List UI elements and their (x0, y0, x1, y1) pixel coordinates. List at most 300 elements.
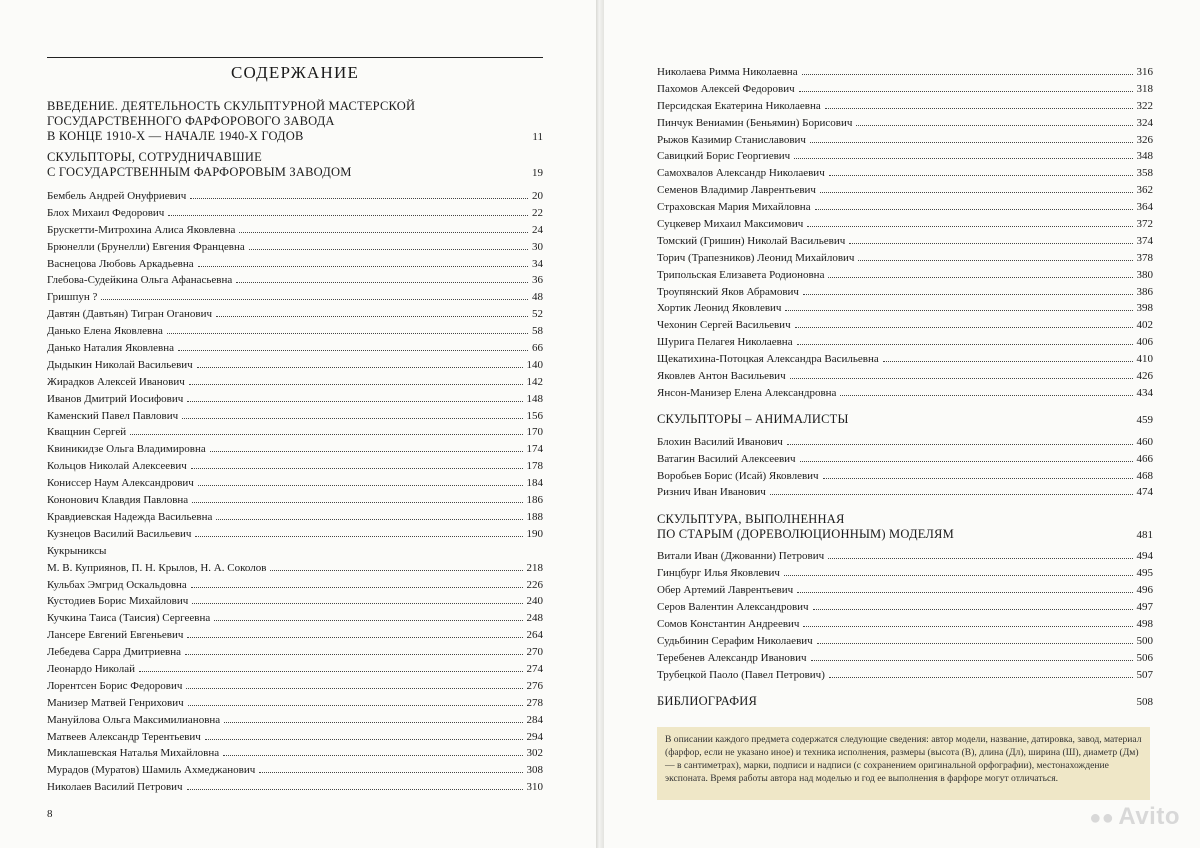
leader-dots (790, 378, 1133, 379)
section-last-row (47, 165, 543, 181)
page-ref: 308 (526, 764, 543, 777)
leader-dots (197, 367, 523, 368)
toc-entry[interactable] (47, 593, 543, 610)
page-ref: 474 (1136, 486, 1153, 499)
leader-dots (223, 755, 522, 756)
page-ref: 19 (532, 167, 543, 179)
leader-dots (797, 592, 1132, 593)
entry-name: Николаев Василий Петрович (47, 781, 183, 794)
toc-entry[interactable] (47, 644, 543, 661)
leader-dots (187, 401, 522, 402)
page-ref: 324 (1136, 116, 1153, 129)
page-ref: 494 (1136, 550, 1153, 563)
leader-dots (182, 418, 522, 419)
toc-entry[interactable] (657, 385, 1153, 402)
leader-dots (840, 395, 1132, 396)
entry-name: Глебова-Судейкина Ольга Афанасьевна (47, 274, 233, 287)
page-ref: 466 (1136, 452, 1153, 465)
leader-dots (239, 232, 528, 233)
leader-dots (187, 789, 523, 790)
toc-entry[interactable] (47, 357, 543, 374)
entry-name: Миклашевская Наталья Михайловна (47, 747, 220, 760)
leader-dots (823, 478, 1133, 479)
entry-name: Ризнич Иван Иванович (657, 486, 766, 499)
leader-dots (799, 91, 1133, 92)
page-ref: 140 (526, 358, 543, 371)
leader-dots (810, 142, 1133, 143)
entry-name: Николаева Римма Николаевна (657, 66, 798, 78)
entry-name: Чехонин Сергей Васильевич (657, 319, 791, 332)
entry-name: Кващнин Сергей (47, 426, 127, 439)
toc-entry[interactable] (47, 526, 543, 543)
entry-name: Кониссер Наум Александрович (47, 477, 194, 490)
leader-dots (210, 451, 523, 452)
toc-entry[interactable] (657, 267, 1153, 284)
title-rule (47, 57, 543, 58)
leader-dots (849, 243, 1132, 244)
page-ref: 248 (526, 612, 543, 625)
entry-name: Самохвалов Александр Николаевич (657, 167, 825, 180)
entry-name: Трипольская Елизавета Родионовна (657, 268, 825, 281)
entry-name: Торич (Трапезников) Леонид Михайлович (657, 251, 855, 264)
entry-name: Шурига Пелагея Николаевна (657, 336, 793, 349)
toc-entry[interactable] (47, 745, 543, 762)
page-ref: 274 (526, 662, 543, 675)
entry-name: Воробьев Борис (Исай) Яковлевич (657, 469, 819, 482)
page-ref: 459 (1136, 413, 1153, 426)
toc-entry[interactable] (47, 762, 543, 779)
page-ref: 174 (526, 443, 543, 456)
page-ref: 372 (1136, 218, 1153, 231)
entry-name: Серов Валентин Александрович (657, 601, 809, 614)
toc-entries (47, 577, 543, 797)
section-line: БИБЛИОГРАФИЯ (657, 693, 758, 708)
toc-entry[interactable] (657, 468, 1153, 485)
page-ref: 378 (1136, 251, 1153, 264)
entry-name: Пахомов Алексей Федорович (657, 82, 795, 95)
toc-entry[interactable] (47, 374, 543, 391)
section-last-row (657, 412, 1153, 428)
toc-entry[interactable] (657, 317, 1153, 334)
page-ref: 497 (1136, 601, 1153, 614)
toc-group-kukryniksy[interactable] (47, 543, 543, 577)
toc-left-column (47, 99, 543, 796)
page-ref: 240 (526, 595, 543, 608)
toc-entry[interactable] (47, 627, 543, 644)
toc-section-sculptors[interactable] (47, 150, 543, 181)
page-ref: 508 (1136, 695, 1153, 708)
entry-name: Лебедева Сарра Дмитриевна (47, 646, 181, 659)
toc-entry[interactable] (47, 306, 543, 323)
toc-entry[interactable] (657, 633, 1153, 650)
leader-dots (249, 249, 528, 250)
toc-entry[interactable] (47, 458, 543, 475)
toc-entry[interactable] (657, 284, 1153, 301)
toc-entry[interactable] (47, 340, 543, 357)
page-ref: 186 (526, 494, 543, 507)
page-ref: 362 (1136, 184, 1153, 197)
leader-dots (187, 637, 522, 638)
leader-dots (270, 570, 522, 571)
toc-entry[interactable] (657, 667, 1153, 684)
left-page (0, 0, 596, 848)
entry-name: Кучкина Таиса (Таисия) Сергеевна (47, 612, 211, 625)
leader-dots (825, 108, 1133, 109)
page-ref: 500 (1136, 634, 1153, 647)
section-line: ПО СТАРЫМ (ДОРЕВОЛЮЦИОННЫМ) МОДЕЛЯМ (657, 527, 954, 542)
toc-entry[interactable] (657, 434, 1153, 451)
toc-entries (657, 548, 1153, 683)
page-ref: 402 (1136, 319, 1153, 332)
toc-entry[interactable] (657, 484, 1153, 501)
leader-dots (794, 158, 1132, 159)
entry-name: Дыдыкин Николай Васильевич (47, 358, 193, 371)
toc-entry[interactable] (657, 300, 1153, 317)
leader-dots (785, 310, 1132, 311)
leader-dots (178, 350, 528, 351)
entry-name: Кульбах Эмгрид Оскальдовна (47, 578, 187, 591)
entry-name: Страховская Мария Михайловна (657, 201, 811, 214)
leader-dots (188, 705, 523, 706)
page-ref: 156 (526, 409, 543, 422)
entry-name: Гришпун ? (47, 291, 98, 304)
leader-dots (803, 294, 1133, 295)
page-ref: 22 (532, 206, 543, 219)
page-ref: 284 (526, 713, 543, 726)
toc-entry[interactable] (47, 729, 543, 746)
toc-entry[interactable] (47, 424, 543, 441)
leader-dots (168, 215, 528, 216)
page-ref: 398 (1136, 302, 1153, 315)
toc-entries (657, 64, 1153, 402)
page-ref: 322 (1136, 99, 1153, 112)
leader-dots (236, 282, 528, 283)
page-ref: 364 (1136, 201, 1153, 214)
toc-entry[interactable] (657, 599, 1153, 616)
leader-dots (259, 772, 522, 773)
toc-entry[interactable] (47, 492, 543, 509)
toc-entry[interactable] (47, 610, 543, 627)
leader-dots (797, 344, 1133, 345)
page-ref: 496 (1136, 584, 1153, 597)
toc-section-intro[interactable] (47, 99, 543, 145)
leader-dots (858, 260, 1132, 261)
entry-name: Блох Михаил Федорович (47, 206, 165, 219)
toc-entry[interactable] (47, 188, 543, 205)
section-line: СКУЛЬПТУРА, ВЫПОЛНЕННАЯ (657, 512, 845, 527)
toc-entry[interactable] (657, 548, 1153, 565)
entry-name: Суцкевер Михаил Максимович (657, 218, 804, 231)
page-ref: 34 (532, 257, 543, 270)
entry-name: Кольцов Николай Алексеевич (47, 460, 187, 473)
page-ref: 380 (1136, 268, 1153, 281)
page-ref: 468 (1136, 469, 1153, 482)
entry-name: Жирадков Алексей Иванович (47, 375, 185, 388)
page-ref: 348 (1136, 150, 1153, 163)
toc-section-animalists[interactable] (657, 412, 1153, 428)
page-ref: 406 (1136, 336, 1153, 349)
leader-dots (784, 575, 1133, 576)
page-ref: 326 (1136, 133, 1153, 146)
toc-entry[interactable] (657, 115, 1153, 132)
leader-dots (139, 671, 523, 672)
toc-entry (47, 560, 543, 577)
page-ref: 310 (526, 781, 543, 794)
toc-entry[interactable] (657, 250, 1153, 267)
toc-entry[interactable] (47, 577, 543, 594)
page-ref: 410 (1136, 353, 1153, 366)
toc-entry[interactable] (657, 233, 1153, 250)
page-ref: 506 (1136, 651, 1153, 664)
leader-dots (820, 192, 1133, 193)
page-ref: 302 (526, 747, 543, 760)
leader-dots (807, 226, 1132, 227)
leader-dots (802, 74, 1133, 75)
entry-name: Данько Наталия Яковлевна (47, 342, 174, 355)
toc-entry[interactable] (47, 205, 543, 222)
entry-name: Судьбинин Серафим Николаевич (657, 634, 813, 647)
toc-entry[interactable] (657, 132, 1153, 149)
page-ref: 48 (532, 291, 543, 304)
page-ref: 264 (526, 629, 543, 642)
section-line: С ГОСУДАРСТВЕННЫМ ФАРФОРОВЫМ ЗАВОДОМ (47, 165, 352, 179)
entry-name: Васнецова Любовь Аркадьевна (47, 257, 194, 270)
section-line: ГОСУДАРСТВЕННОГО ФАРФОРОВОГО ЗАВОДА (47, 114, 335, 128)
page-ref: 170 (526, 426, 543, 439)
entry-name: Кононович Клавдия Павловна (47, 494, 189, 507)
entry-name: Рыжов Казимир Станиславович (657, 133, 806, 146)
toc-entry[interactable] (657, 334, 1153, 351)
entry-name: Щекатихина-Потоцкая Александра Васильевна (657, 353, 879, 366)
page-ref: 218 (526, 561, 543, 574)
leader-dots (817, 643, 1133, 644)
section-last-row (47, 129, 543, 145)
leader-dots (216, 316, 528, 317)
leader-dots (192, 502, 522, 503)
toc-entry[interactable] (657, 565, 1153, 582)
entry-name: Гинцбург Илья Яковлевич (657, 567, 780, 580)
entry-name: Бембель Андрей Онуфриевич (47, 190, 187, 202)
toc-entry[interactable] (657, 64, 1153, 81)
entry-name: Савицкий Борис Георгиевич (657, 150, 791, 163)
toc-entry[interactable] (657, 98, 1153, 115)
toc-entry[interactable] (47, 323, 543, 340)
leader-dots (883, 361, 1133, 362)
leader-dots (186, 688, 522, 689)
entry-name: Янсон-Манизер Елена Александровна (657, 386, 837, 399)
info-note: В описании каждого предмета содержатся следующие сведения: автор модели, название, датировка, завод, материал (фарфор, если не указано иное) и техника исполнения, размеры (высота (В), длина (Дл), ширина (Ш), диаметр (Дм) — в сантиметрах), марки, подписи и надписи (с сохранением оригинальной орфографии), местонахождение экспоната. Время работы автора над моделью и год ее выполнения в фарфоре могут отличаться. (657, 727, 1150, 800)
page-number: 8 (47, 808, 53, 820)
toc-entry[interactable] (47, 391, 543, 408)
toc-entry[interactable] (657, 148, 1153, 165)
leader-dots (813, 609, 1133, 610)
toc-section-old-models[interactable] (657, 512, 1153, 543)
group-label: Кукрыниксы (47, 544, 107, 557)
entry-name: Брускетти-Митрохина Алиса Яковлевна (47, 223, 236, 236)
leader-dots (205, 739, 523, 740)
section-line: ВВЕДЕНИЕ. ДЕЯТЕЛЬНОСТЬ СКУЛЬПТУРНОЙ МАСТЕРСКОЙ (47, 99, 416, 113)
toc-entry[interactable] (47, 289, 543, 306)
leader-dots (216, 519, 522, 520)
leader-dots (198, 485, 523, 486)
toc-entry[interactable] (657, 582, 1153, 599)
entry-name: Данько Елена Яковлевна (47, 325, 163, 338)
leader-dots (795, 327, 1133, 328)
toc-entry[interactable] (47, 441, 543, 458)
page-ref: 374 (1136, 234, 1153, 247)
leader-dots (829, 677, 1133, 678)
page-title: СОДЕРЖАНИЕ (230, 63, 360, 82)
entry-name: Кравдиевская Надежда Васильевна (47, 510, 213, 523)
toc-entry[interactable] (47, 695, 543, 712)
page-ref: 24 (532, 223, 543, 236)
page-ref: 278 (526, 696, 543, 709)
toc-entry[interactable] (47, 509, 543, 526)
entry-name: Обер Артемий Лаврентьевич (657, 584, 794, 597)
leader-dots (195, 536, 522, 537)
toc-entry[interactable] (657, 368, 1153, 385)
entry-name: Мануйлова Ольга Максимилиановна (47, 713, 221, 726)
toc-right-column (657, 64, 1153, 710)
toc-entry[interactable] (657, 351, 1153, 368)
entry-name: Яковлев Антон Васильевич (657, 370, 786, 383)
toc-entry[interactable] (47, 222, 543, 239)
leader-dots (815, 209, 1133, 210)
toc-entry[interactable] (47, 256, 543, 273)
entry-name: Квиникидзе Ольга Владимировна (47, 443, 206, 456)
leader-dots (828, 558, 1132, 559)
entry-name: Хортик Леонид Яковлевич (657, 302, 782, 315)
page-ref: 507 (1136, 668, 1153, 681)
page-ref: 142 (526, 375, 543, 388)
entry-name: Манизер Матвей Генрихович (47, 696, 184, 709)
toc-entry[interactable] (47, 408, 543, 425)
entry-name: Давтян (Давтьян) Тигран Оганович (47, 308, 213, 321)
entry-name: Леонардо Николай (47, 662, 135, 675)
page-ref: 11 (532, 131, 543, 143)
toc-entry[interactable] (47, 475, 543, 492)
dots-logo-icon: ●● (1089, 807, 1115, 829)
page-ref: 66 (532, 342, 543, 355)
toc-entry[interactable] (47, 712, 543, 729)
section-last-row (657, 694, 1153, 710)
leader-dots (856, 125, 1132, 126)
toc-entry[interactable] (47, 678, 543, 695)
leader-dots (770, 494, 1133, 495)
toc-entry[interactable] (657, 165, 1153, 182)
page-ref: 58 (532, 325, 543, 338)
leader-dots (190, 198, 528, 199)
leader-dots (189, 384, 523, 385)
entry-name: Семенов Владимир Лаврентьевич (657, 184, 816, 197)
toc-entry[interactable] (657, 81, 1153, 98)
page-ref: 20 (532, 190, 543, 202)
page-ref: 190 (526, 527, 543, 540)
entry-name: Ватагин Василий Алексеевич (657, 452, 796, 465)
leader-dots (101, 299, 528, 300)
leader-dots (198, 266, 528, 267)
entry-name: Трубецкой Паоло (Павел Петрович) (657, 668, 825, 681)
leader-dots (130, 434, 522, 435)
entry-name: Блохин Василий Иванович (657, 435, 783, 448)
page-ref: 318 (1136, 82, 1153, 95)
entry-name: Иванов Дмитрий Иосифович (47, 392, 184, 405)
entry-name: Персидская Екатерина Николаевна (657, 99, 821, 112)
section-line: В КОНЦЕ 1910-Х — НАЧАЛЕ 1940-Х ГОДОВ (47, 129, 304, 143)
entry-name: Мурадов (Муратов) Шамиль Ахмеджанович (47, 764, 256, 777)
leader-dots (803, 626, 1132, 627)
page-ref: 226 (526, 578, 543, 591)
watermark-text: Avito (1118, 803, 1180, 830)
leader-dots (800, 461, 1133, 462)
toc-section-bibliography[interactable] (657, 694, 1153, 710)
page-ref: 270 (526, 646, 543, 659)
page-ref: 498 (1136, 617, 1153, 630)
toc-entry[interactable] (657, 616, 1153, 633)
leader-dots (829, 175, 1133, 176)
entry-name: Кузнецов Василий Васильевич (47, 527, 192, 540)
leader-dots (828, 277, 1132, 278)
entry-name: Томский (Гришин) Николай Васильевич (657, 234, 846, 247)
toc-entry[interactable] (47, 239, 543, 256)
page-ref: 460 (1136, 435, 1153, 448)
entry-name: Теребенев Александр Иванович (657, 651, 807, 664)
leader-dots (224, 722, 522, 723)
leader-dots (191, 468, 523, 469)
book-gutter (596, 0, 604, 848)
section-line: СКУЛЬПТОРЫ, СОТРУДНИЧАВШИЕ (47, 150, 262, 164)
entry-name: Витали Иван (Джованни) Петрович (657, 550, 825, 563)
toc-entry[interactable] (47, 661, 543, 678)
section-last-row (657, 527, 1153, 543)
page-ref: 294 (526, 730, 543, 743)
toc-entry[interactable] (47, 779, 543, 796)
section-line: СКУЛЬПТОРЫ – АНИМАЛИСТЫ (657, 411, 849, 426)
page-ref: 52 (532, 308, 543, 321)
entry-name: Троупянский Яков Абрамович (657, 285, 799, 298)
page-ref: 316 (1136, 66, 1153, 78)
toc-entries (47, 188, 543, 543)
toc-entry[interactable] (47, 272, 543, 289)
page-ref: 36 (532, 274, 543, 287)
page-ref: 358 (1136, 167, 1153, 180)
toc-entry[interactable] (657, 216, 1153, 233)
entry-name: Каменский Павел Павлович (47, 409, 179, 422)
page-ref: 178 (526, 460, 543, 473)
page-ref: 148 (526, 392, 543, 405)
entry-name: Сомов Константин Андреевич (657, 617, 800, 630)
page-ref: 386 (1136, 285, 1153, 298)
page-ref: 426 (1136, 370, 1153, 383)
toc-entry[interactable] (657, 182, 1153, 199)
leader-dots (787, 444, 1133, 445)
page-ref: 188 (526, 510, 543, 523)
entry-name: Матвеев Александр Терентьевич (47, 730, 201, 743)
toc-entry[interactable] (657, 199, 1153, 216)
toc-entry[interactable] (657, 650, 1153, 667)
entry-name: Кустодиев Борис Михайлович (47, 595, 189, 608)
entry-name: Лорентсен Борис Федорович (47, 679, 183, 692)
toc-entries (657, 434, 1153, 502)
toc-entry[interactable] (657, 451, 1153, 468)
page-ref: 276 (526, 679, 543, 692)
page-ref: 495 (1136, 567, 1153, 580)
entry-name: М. В. Куприянов, П. Н. Крылов, Н. А. Соколов (47, 561, 267, 574)
entry-name: Пинчук Вениамин (Беньямин) Борисович (657, 116, 853, 129)
entry-name: Лансере Евгений Евгеньевич (47, 629, 184, 642)
leader-dots (191, 587, 523, 588)
leader-dots (192, 603, 522, 604)
